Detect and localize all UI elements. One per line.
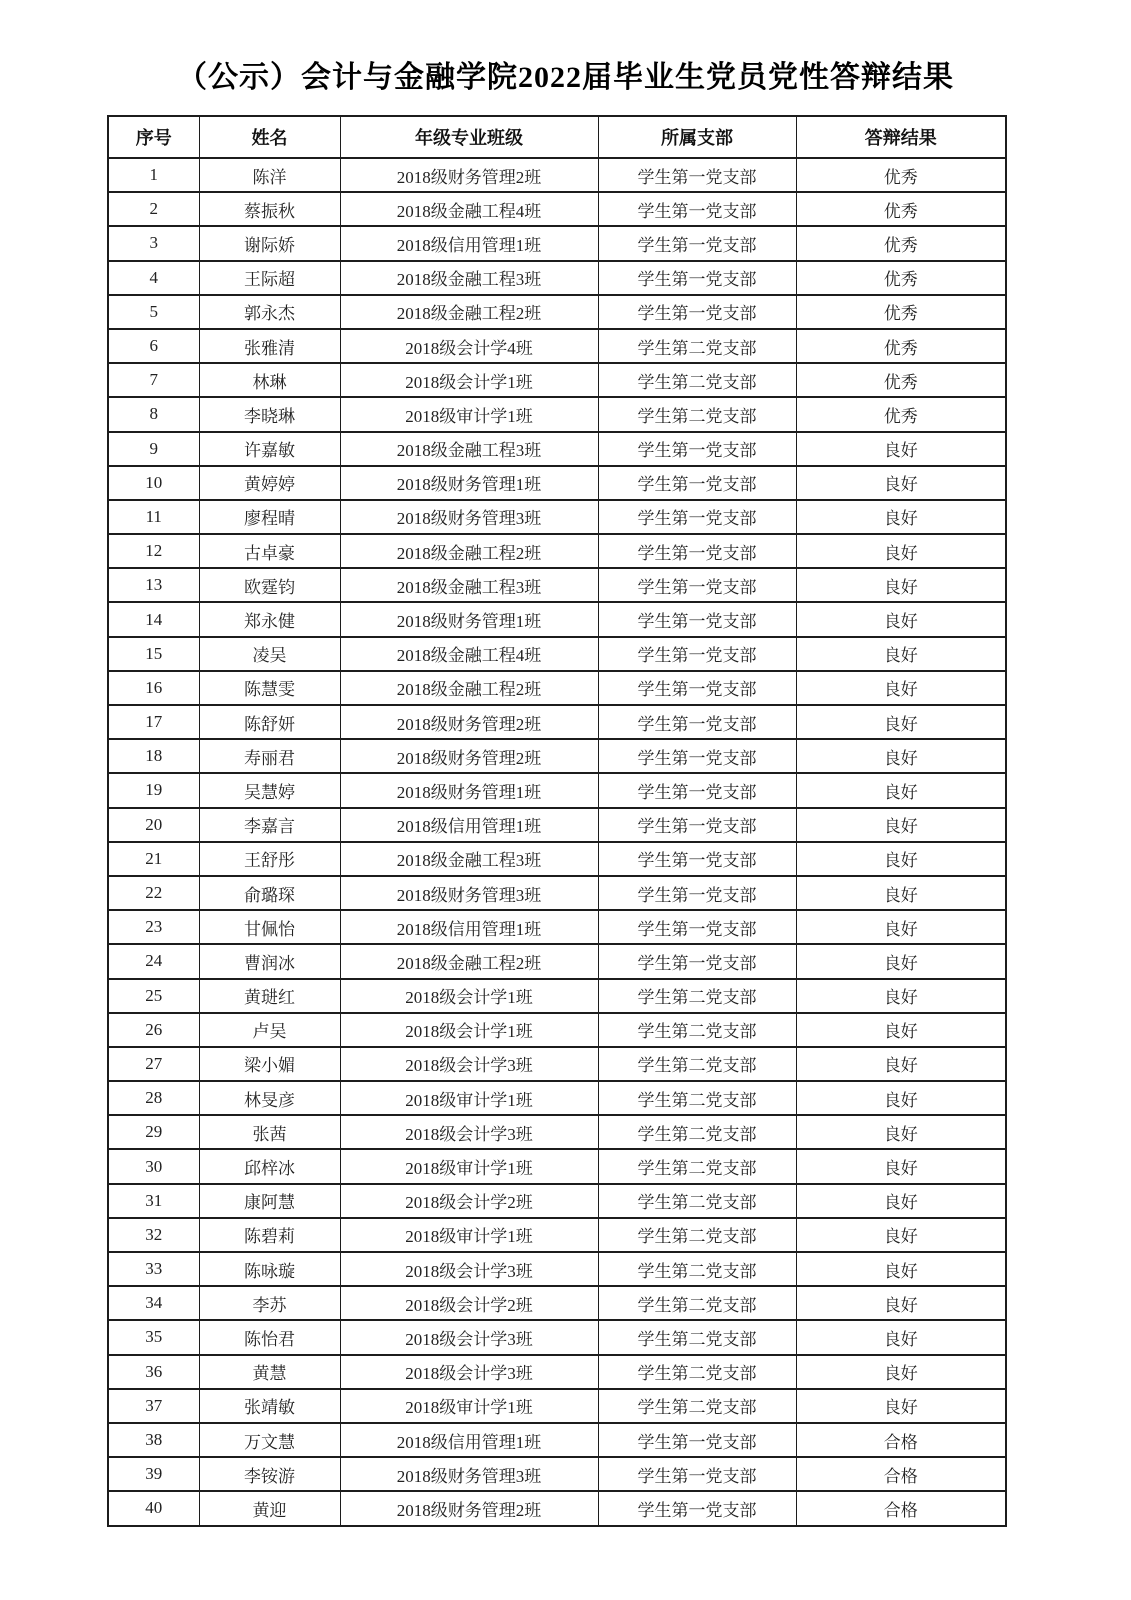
cell-result: 优秀 <box>796 397 1006 431</box>
cell-name: 陈怡君 <box>199 1320 340 1354</box>
cell-name: 梁小媚 <box>199 1047 340 1081</box>
cell-branch: 学生第二党支部 <box>598 397 796 431</box>
cell-index: 38 <box>108 1423 199 1457</box>
cell-index: 4 <box>108 261 199 295</box>
cell-name: 黄迎 <box>199 1491 340 1525</box>
cell-result: 良好 <box>796 637 1006 671</box>
cell-name: 李苏 <box>199 1286 340 1320</box>
cell-branch: 学生第一党支部 <box>598 739 796 773</box>
cell-class: 2018级信用管理1班 <box>340 910 598 944</box>
cell-name: 寿丽君 <box>199 739 340 773</box>
table-row <box>108 568 1006 602</box>
table-row <box>108 705 1006 739</box>
table-row <box>108 226 1006 260</box>
cell-class: 2018级财务管理2班 <box>340 1491 598 1525</box>
cell-result: 良好 <box>796 432 1006 466</box>
cell-class: 2018级审计学1班 <box>340 1389 598 1423</box>
cell-name: 王舒彤 <box>199 842 340 876</box>
cell-name: 李嘉言 <box>199 808 340 842</box>
cell-class: 2018级金融工程4班 <box>340 192 598 226</box>
cell-branch: 学生第二党支部 <box>598 1286 796 1320</box>
cell-name: 王际超 <box>199 261 340 295</box>
cell-result: 良好 <box>796 808 1006 842</box>
cell-class: 2018级金融工程2班 <box>340 944 598 978</box>
cell-class: 2018级会计学3班 <box>340 1115 598 1149</box>
cell-result: 优秀 <box>796 158 1006 192</box>
cell-class: 2018级信用管理1班 <box>340 1423 598 1457</box>
cell-branch: 学生第二党支部 <box>598 1047 796 1081</box>
cell-name: 古卓豪 <box>199 534 340 568</box>
cell-class: 2018级审计学1班 <box>340 1218 598 1252</box>
cell-index: 7 <box>108 363 199 397</box>
table-row <box>108 534 1006 568</box>
cell-index: 24 <box>108 944 199 978</box>
cell-class: 2018级财务管理3班 <box>340 500 598 534</box>
table-row <box>108 1389 1006 1423</box>
cell-branch: 学生第一党支部 <box>598 808 796 842</box>
cell-class: 2018级金融工程3班 <box>340 842 598 876</box>
cell-class: 2018级金融工程4班 <box>340 637 598 671</box>
cell-name: 俞璐琛 <box>199 876 340 910</box>
table-row <box>108 192 1006 226</box>
results-table <box>107 115 1007 1527</box>
cell-class: 2018级财务管理3班 <box>340 1457 598 1491</box>
table-row <box>108 329 1006 363</box>
cell-index: 33 <box>108 1252 199 1286</box>
cell-index: 15 <box>108 637 199 671</box>
cell-result: 优秀 <box>796 363 1006 397</box>
cell-index: 34 <box>108 1286 199 1320</box>
cell-branch: 学生第二党支部 <box>598 1320 796 1354</box>
cell-name: 蔡振秋 <box>199 192 340 226</box>
cell-index: 30 <box>108 1149 199 1183</box>
cell-result: 良好 <box>796 1355 1006 1389</box>
cell-result: 良好 <box>796 979 1006 1013</box>
cell-result: 合格 <box>796 1457 1006 1491</box>
cell-index: 19 <box>108 773 199 807</box>
cell-branch: 学生第一党支部 <box>598 1423 796 1457</box>
cell-branch: 学生第二党支部 <box>598 1184 796 1218</box>
cell-name: 陈碧莉 <box>199 1218 340 1252</box>
cell-class: 2018级会计学1班 <box>340 1013 598 1047</box>
cell-branch: 学生第二党支部 <box>598 1115 796 1149</box>
cell-index: 31 <box>108 1184 199 1218</box>
cell-branch: 学生第一党支部 <box>598 637 796 671</box>
header-cell-branch: 所属支部 <box>598 116 796 158</box>
table-row <box>108 295 1006 329</box>
cell-class: 2018级会计学3班 <box>340 1320 598 1354</box>
cell-class: 2018级审计学1班 <box>340 1149 598 1183</box>
table-row <box>108 1423 1006 1457</box>
table-row <box>108 500 1006 534</box>
cell-class: 2018级会计学2班 <box>340 1286 598 1320</box>
cell-index: 17 <box>108 705 199 739</box>
cell-result: 良好 <box>796 1149 1006 1183</box>
cell-class: 2018级金融工程2班 <box>340 295 598 329</box>
table-header-row <box>108 116 1006 158</box>
cell-branch: 学生第一党支部 <box>598 773 796 807</box>
cell-name: 张茜 <box>199 1115 340 1149</box>
cell-branch: 学生第一党支部 <box>598 500 796 534</box>
cell-name: 凌吴 <box>199 637 340 671</box>
table-row <box>108 1013 1006 1047</box>
cell-result: 良好 <box>796 876 1006 910</box>
cell-class: 2018级财务管理3班 <box>340 876 598 910</box>
cell-name: 许嘉敏 <box>199 432 340 466</box>
cell-branch: 学生第一党支部 <box>598 842 796 876</box>
page-title: （公示）会计与金融学院2022届毕业生党员党性答辩结果 <box>177 61 954 94</box>
cell-class: 2018级信用管理1班 <box>340 808 598 842</box>
cell-index: 18 <box>108 739 199 773</box>
cell-class: 2018级审计学1班 <box>340 1081 598 1115</box>
cell-branch: 学生第一党支部 <box>598 534 796 568</box>
table-row <box>108 739 1006 773</box>
header-cell-result: 答辩结果 <box>796 116 1006 158</box>
cell-index: 12 <box>108 534 199 568</box>
cell-index: 28 <box>108 1081 199 1115</box>
table-row <box>108 1457 1006 1491</box>
cell-index: 13 <box>108 568 199 602</box>
cell-name: 郭永杰 <box>199 295 340 329</box>
cell-result: 良好 <box>796 671 1006 705</box>
cell-index: 6 <box>108 329 199 363</box>
cell-class: 2018级会计学3班 <box>340 1252 598 1286</box>
cell-index: 37 <box>108 1389 199 1423</box>
table-row <box>108 842 1006 876</box>
cell-branch: 学生第二党支部 <box>598 1218 796 1252</box>
cell-branch: 学生第一党支部 <box>598 226 796 260</box>
cell-branch: 学生第二党支部 <box>598 329 796 363</box>
cell-branch: 学生第二党支部 <box>598 363 796 397</box>
table-row <box>108 261 1006 295</box>
table-row <box>108 671 1006 705</box>
cell-result: 良好 <box>796 1320 1006 1354</box>
table-row <box>108 1218 1006 1252</box>
cell-result: 合格 <box>796 1491 1006 1525</box>
cell-name: 林旻彦 <box>199 1081 340 1115</box>
cell-index: 29 <box>108 1115 199 1149</box>
cell-result: 优秀 <box>796 226 1006 260</box>
table-row <box>108 637 1006 671</box>
cell-branch: 学生第一党支部 <box>598 158 796 192</box>
cell-branch: 学生第二党支部 <box>598 1252 796 1286</box>
header-cell-index: 序号 <box>108 116 199 158</box>
cell-index: 32 <box>108 1218 199 1252</box>
cell-result: 良好 <box>796 534 1006 568</box>
cell-branch: 学生第一党支部 <box>598 261 796 295</box>
cell-branch: 学生第一党支部 <box>598 568 796 602</box>
cell-result: 良好 <box>796 842 1006 876</box>
cell-index: 20 <box>108 808 199 842</box>
table-row <box>108 1115 1006 1149</box>
cell-result: 良好 <box>796 602 1006 636</box>
cell-index: 27 <box>108 1047 199 1081</box>
cell-result: 良好 <box>796 1389 1006 1423</box>
cell-class: 2018级财务管理2班 <box>340 739 598 773</box>
cell-name: 陈慧雯 <box>199 671 340 705</box>
cell-index: 40 <box>108 1491 199 1525</box>
cell-result: 良好 <box>796 1184 1006 1218</box>
cell-branch: 学生第一党支部 <box>598 705 796 739</box>
cell-branch: 学生第一党支部 <box>598 910 796 944</box>
cell-index: 35 <box>108 1320 199 1354</box>
cell-class: 2018级会计学4班 <box>340 329 598 363</box>
cell-branch: 学生第二党支部 <box>598 1081 796 1115</box>
cell-branch: 学生第二党支部 <box>598 1389 796 1423</box>
cell-index: 26 <box>108 1013 199 1047</box>
cell-index: 8 <box>108 397 199 431</box>
cell-result: 良好 <box>796 568 1006 602</box>
table-row <box>108 1355 1006 1389</box>
cell-index: 14 <box>108 602 199 636</box>
cell-index: 1 <box>108 158 199 192</box>
table-row <box>108 1252 1006 1286</box>
cell-class: 2018级金融工程3班 <box>340 432 598 466</box>
table-body <box>108 158 1006 1526</box>
cell-class: 2018级会计学3班 <box>340 1047 598 1081</box>
cell-name: 谢际娇 <box>199 226 340 260</box>
cell-name: 黄琎红 <box>199 979 340 1013</box>
cell-index: 9 <box>108 432 199 466</box>
table-row <box>108 466 1006 500</box>
cell-branch: 学生第一党支部 <box>598 876 796 910</box>
cell-name: 陈咏璇 <box>199 1252 340 1286</box>
cell-class: 2018级财务管理1班 <box>340 466 598 500</box>
cell-name: 黄婷婷 <box>199 466 340 500</box>
cell-index: 22 <box>108 876 199 910</box>
cell-name: 曹润冰 <box>199 944 340 978</box>
cell-result: 良好 <box>796 1252 1006 1286</box>
cell-name: 邱梓冰 <box>199 1149 340 1183</box>
cell-class: 2018级金融工程2班 <box>340 534 598 568</box>
cell-index: 36 <box>108 1355 199 1389</box>
cell-result: 合格 <box>796 1423 1006 1457</box>
cell-class: 2018级会计学1班 <box>340 979 598 1013</box>
cell-name: 甘佩怡 <box>199 910 340 944</box>
header-cell-name: 姓名 <box>199 116 340 158</box>
header-cell-class: 年级专业班级 <box>340 116 598 158</box>
table-row <box>108 432 1006 466</box>
cell-branch: 学生第二党支部 <box>598 1355 796 1389</box>
table-row <box>108 773 1006 807</box>
table-row <box>108 1491 1006 1525</box>
cell-name: 张雅清 <box>199 329 340 363</box>
cell-class: 2018级财务管理2班 <box>340 705 598 739</box>
cell-result: 良好 <box>796 1081 1006 1115</box>
cell-result: 良好 <box>796 1218 1006 1252</box>
table-row <box>108 397 1006 431</box>
cell-result: 优秀 <box>796 295 1006 329</box>
cell-index: 21 <box>108 842 199 876</box>
cell-class: 2018级财务管理1班 <box>340 602 598 636</box>
cell-name: 吴慧婷 <box>199 773 340 807</box>
cell-class: 2018级会计学2班 <box>340 1184 598 1218</box>
cell-name: 黄慧 <box>199 1355 340 1389</box>
cell-index: 23 <box>108 910 199 944</box>
cell-branch: 学生第一党支部 <box>598 944 796 978</box>
cell-class: 2018级金融工程2班 <box>340 671 598 705</box>
table-row <box>108 910 1006 944</box>
table-row <box>108 1286 1006 1320</box>
cell-class: 2018级会计学1班 <box>340 363 598 397</box>
cell-branch: 学生第一党支部 <box>598 432 796 466</box>
cell-name: 李晓琳 <box>199 397 340 431</box>
cell-class: 2018级信用管理1班 <box>340 226 598 260</box>
cell-name: 陈舒妍 <box>199 705 340 739</box>
table-row <box>108 979 1006 1013</box>
cell-branch: 学生第一党支部 <box>598 602 796 636</box>
cell-result: 良好 <box>796 466 1006 500</box>
cell-branch: 学生第二党支部 <box>598 1149 796 1183</box>
table-row <box>108 876 1006 910</box>
cell-class: 2018级金融工程3班 <box>340 568 598 602</box>
table-row <box>108 158 1006 192</box>
cell-index: 2 <box>108 192 199 226</box>
table-row <box>108 1047 1006 1081</box>
cell-class: 2018级会计学3班 <box>340 1355 598 1389</box>
cell-index: 11 <box>108 500 199 534</box>
cell-branch: 学生第一党支部 <box>598 466 796 500</box>
table-row <box>108 944 1006 978</box>
table-row <box>108 1149 1006 1183</box>
cell-branch: 学生第一党支部 <box>598 295 796 329</box>
cell-result: 良好 <box>796 1013 1006 1047</box>
cell-index: 16 <box>108 671 199 705</box>
cell-branch: 学生第二党支部 <box>598 1013 796 1047</box>
cell-name: 林琳 <box>199 363 340 397</box>
cell-name: 卢吴 <box>199 1013 340 1047</box>
cell-branch: 学生第一党支部 <box>598 192 796 226</box>
cell-index: 3 <box>108 226 199 260</box>
table-row <box>108 1320 1006 1354</box>
table-row <box>108 1081 1006 1115</box>
cell-branch: 学生第一党支部 <box>598 1457 796 1491</box>
cell-result: 优秀 <box>796 329 1006 363</box>
cell-branch: 学生第一党支部 <box>598 1491 796 1525</box>
cell-class: 2018级财务管理2班 <box>340 158 598 192</box>
cell-result: 良好 <box>796 1115 1006 1149</box>
cell-class: 2018级审计学1班 <box>340 397 598 431</box>
cell-result: 良好 <box>796 739 1006 773</box>
cell-index: 5 <box>108 295 199 329</box>
cell-name: 李铵游 <box>199 1457 340 1491</box>
cell-index: 10 <box>108 466 199 500</box>
cell-index: 25 <box>108 979 199 1013</box>
cell-result: 良好 <box>796 1286 1006 1320</box>
cell-result: 良好 <box>796 1047 1006 1081</box>
cell-result: 优秀 <box>796 192 1006 226</box>
cell-name: 欧霆钧 <box>199 568 340 602</box>
cell-name: 陈洋 <box>199 158 340 192</box>
cell-name: 康阿慧 <box>199 1184 340 1218</box>
table-row <box>108 602 1006 636</box>
cell-name: 张靖敏 <box>199 1389 340 1423</box>
cell-name: 郑永健 <box>199 602 340 636</box>
table-row <box>108 363 1006 397</box>
cell-class: 2018级金融工程3班 <box>340 261 598 295</box>
cell-branch: 学生第二党支部 <box>598 979 796 1013</box>
cell-result: 良好 <box>796 910 1006 944</box>
table-row <box>108 808 1006 842</box>
cell-result: 良好 <box>796 705 1006 739</box>
cell-name: 廖程晴 <box>199 500 340 534</box>
cell-branch: 学生第一党支部 <box>598 671 796 705</box>
table-row <box>108 1184 1006 1218</box>
cell-result: 良好 <box>796 944 1006 978</box>
cell-class: 2018级财务管理1班 <box>340 773 598 807</box>
cell-name: 万文慧 <box>199 1423 340 1457</box>
cell-index: 39 <box>108 1457 199 1491</box>
cell-result: 优秀 <box>796 261 1006 295</box>
cell-result: 良好 <box>796 773 1006 807</box>
cell-result: 良好 <box>796 500 1006 534</box>
